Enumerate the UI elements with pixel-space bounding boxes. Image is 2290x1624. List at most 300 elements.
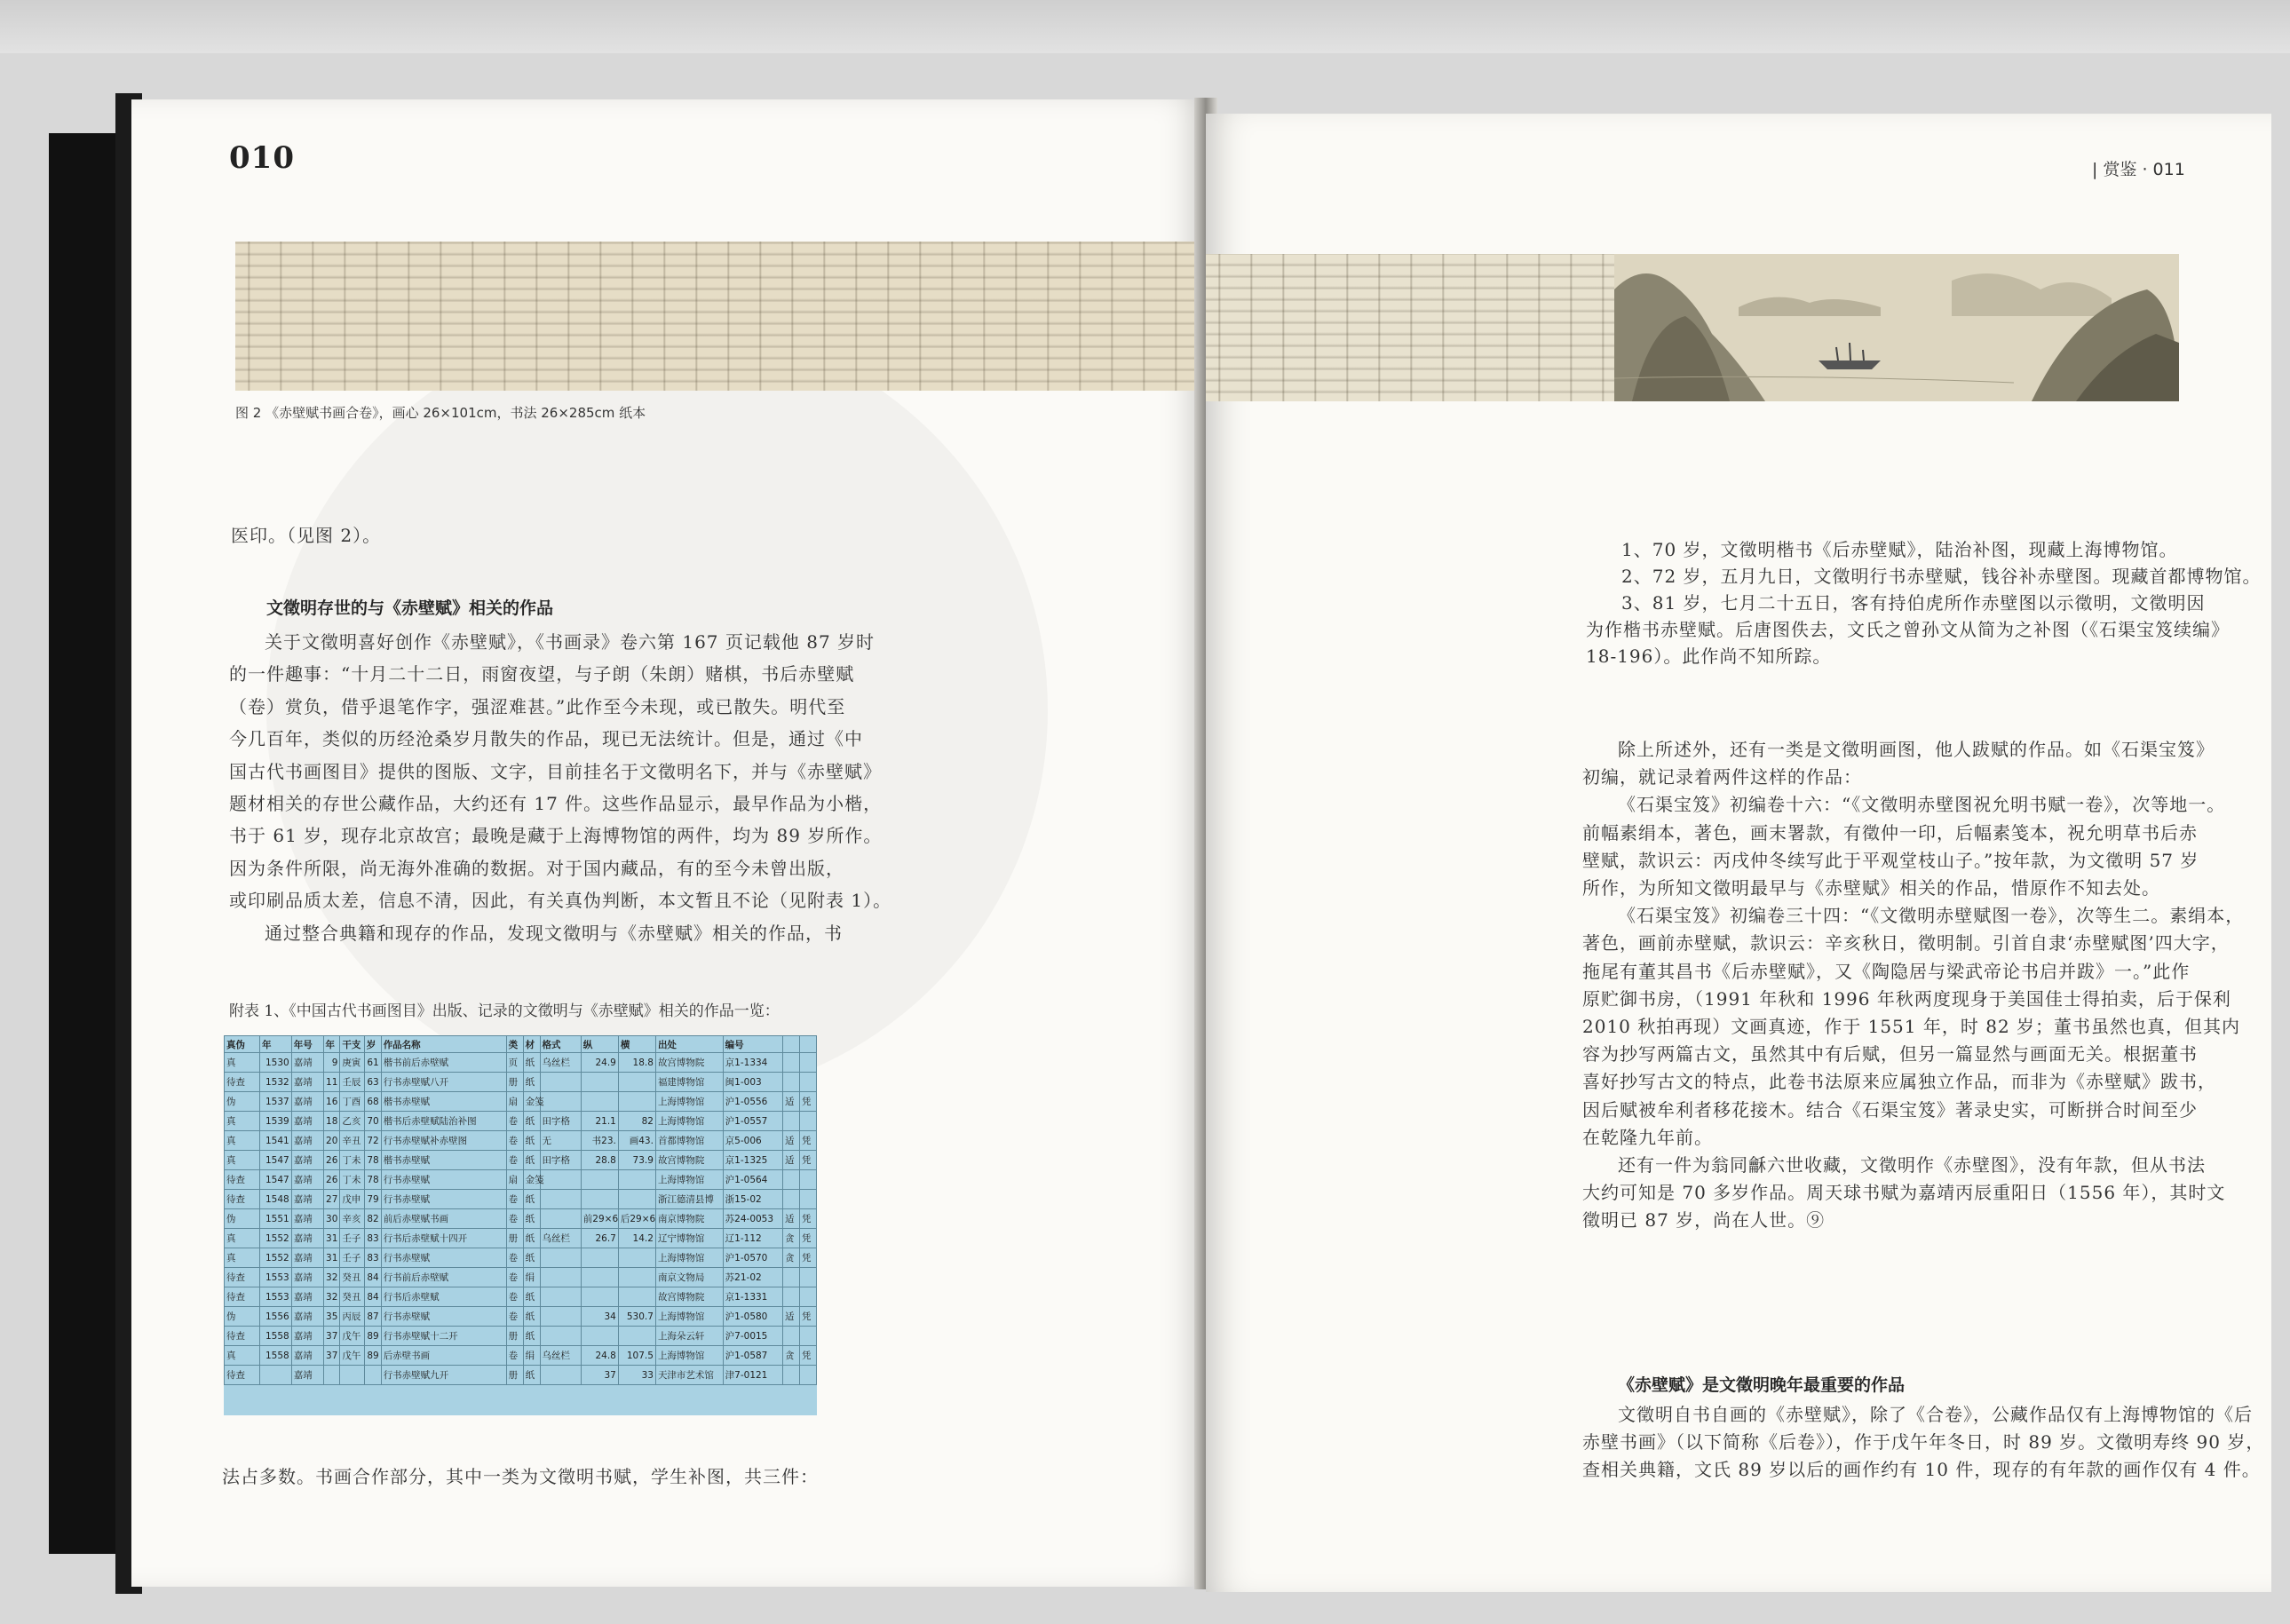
table-cell: 纸 xyxy=(523,1366,540,1385)
table-cell: 嘉靖 xyxy=(291,1229,323,1248)
body-line: 的一件趣事：“十月二十二日，雨窗夜望，与子朗（朱朗）赌棋，书后赤壁赋 xyxy=(229,663,855,685)
table-cell: 上海博物馆 xyxy=(655,1248,723,1268)
table-cell: 纸 xyxy=(523,1131,540,1151)
table-cell: 1551 xyxy=(259,1209,291,1229)
table-cell: 京1-1334 xyxy=(723,1053,782,1073)
table-cell: 伪 xyxy=(225,1092,260,1112)
table-cell xyxy=(783,1053,800,1073)
table-cell: 楷书赤壁赋 xyxy=(381,1092,506,1112)
body-line: 大约可知是 70 多岁作品。周天球书赋为嘉靖丙辰重阳日（1556 年），其时文 xyxy=(1582,1182,2226,1204)
table-cell xyxy=(799,1327,816,1346)
table-cell: 1532 xyxy=(259,1073,291,1092)
table-cell: 乌丝栏 xyxy=(540,1229,581,1248)
table-cell: 戊午 xyxy=(340,1327,364,1346)
table-cell: 贪 xyxy=(783,1229,800,1248)
table-cell: 78 xyxy=(364,1151,381,1170)
table-row xyxy=(225,1170,817,1190)
table-cell: 癸丑 xyxy=(340,1287,364,1307)
table-header-row xyxy=(225,1036,817,1053)
table-row xyxy=(225,1307,817,1327)
table-cell: 61 xyxy=(364,1053,381,1073)
table-cell: 凭 xyxy=(799,1209,816,1229)
table-cell: 1558 xyxy=(259,1346,291,1366)
table-row xyxy=(225,1248,817,1268)
table-cell: 乌丝栏 xyxy=(540,1053,581,1073)
table-cell: 卷 xyxy=(506,1151,523,1170)
table-cell: 上海博物馆 xyxy=(655,1346,723,1366)
table-cell xyxy=(783,1287,800,1307)
table-header-cell: 干支 xyxy=(340,1036,364,1053)
body-line: 书于 61 岁，现存北京故宫；最晚是藏于上海博物馆的两件，均为 89 岁所作。 xyxy=(229,825,883,847)
table-cell: 真 xyxy=(225,1248,260,1268)
table-cell: 待查 xyxy=(225,1170,260,1190)
table-cell xyxy=(618,1073,655,1092)
table-header-cell xyxy=(783,1036,800,1053)
table-cell: 壬子 xyxy=(340,1248,364,1268)
table-cell: 京1-1325 xyxy=(723,1151,782,1170)
table-cell: 上海朵云轩 xyxy=(655,1327,723,1346)
table-cell: 行书后赤壁赋十四开 xyxy=(381,1229,506,1248)
table-cell: 册 xyxy=(506,1073,523,1092)
table-cell: 嘉靖 xyxy=(291,1073,323,1092)
figure-caption: 图 2 《赤壁赋书画合卷》，画心 26×101cm，书法 26×285cm 纸本 xyxy=(235,405,646,421)
table-row xyxy=(225,1112,817,1131)
table-cell: 嘉靖 xyxy=(291,1248,323,1268)
table-cell xyxy=(540,1209,581,1229)
table-cell: 嘉靖 xyxy=(291,1327,323,1346)
table-cell: 天津市艺术馆 xyxy=(655,1366,723,1385)
body-line: 壁赋，款识云：丙戌仲冬续写此于平观堂枝山子。”按年款，为文徵明 57 岁 xyxy=(1582,849,2199,871)
table-cell xyxy=(618,1190,655,1209)
table-row xyxy=(225,1190,817,1209)
body-line: 赤壁书画》（以下简称《后卷》），作于戊午年冬日，时 89 岁。文徵明寿终 90 岁， xyxy=(1582,1431,2265,1453)
table-cell: 沪1-0587 xyxy=(723,1346,782,1366)
body-line: 《石渠宝笈》初编卷十六：“《文徵明赤壁图祝允明书赋一卷》，次等地一。 xyxy=(1618,794,2226,816)
table-cell: 1537 xyxy=(259,1092,291,1112)
table-cell: 18.8 xyxy=(618,1053,655,1073)
table-cell: 辽宁博物馆 xyxy=(655,1229,723,1248)
table-cell: 真 xyxy=(225,1112,260,1131)
body-line: 通过整合典籍和现存的作品，发现文徵明与《赤壁赋》相关的作品，书 xyxy=(265,922,843,944)
table-cell: 82 xyxy=(618,1112,655,1131)
table-cell: 26.7 xyxy=(581,1229,618,1248)
table-cell: 卷 xyxy=(506,1248,523,1268)
table-cell xyxy=(540,1092,581,1112)
table-cell: 辛亥 xyxy=(340,1209,364,1229)
table-header-cell: 类 xyxy=(506,1036,523,1053)
table-cell xyxy=(783,1190,800,1209)
table-cell xyxy=(618,1248,655,1268)
table-cell: 丙辰 xyxy=(340,1307,364,1327)
table-row xyxy=(225,1268,817,1287)
table-cell: 72 xyxy=(364,1131,381,1151)
table-cell: 凭 xyxy=(799,1307,816,1327)
section-heading-left: 文徵明存世的与《赤壁赋》相关的作品 xyxy=(266,598,554,618)
table-cell xyxy=(799,1287,816,1307)
table-cell xyxy=(581,1190,618,1209)
table-cell: 凭 xyxy=(799,1229,816,1248)
table-cell: 纸 xyxy=(523,1229,540,1248)
table-cell: 嘉靖 xyxy=(291,1092,323,1112)
table-cell: 闽1-003 xyxy=(723,1073,782,1092)
table-cell: 故宫博物院 xyxy=(655,1287,723,1307)
table-cell: 18 xyxy=(323,1112,340,1131)
table-cell: 凭 xyxy=(799,1092,816,1112)
paragraph-bottom: 法占多数。书画合作部分，其中一类为文徵明书赋，学生补图，共三件： xyxy=(222,1466,819,1487)
table-cell: 纸 xyxy=(523,1209,540,1229)
table-cell: 纸 xyxy=(523,1151,540,1170)
body-line: 前幅素绢本，著色，画末署款，有徵仲一印，后幅素笺本，祝允明草书后赤 xyxy=(1582,821,2198,844)
table-header-cell: 年号 xyxy=(291,1036,323,1053)
table-cell: 37 xyxy=(323,1327,340,1346)
table-row xyxy=(225,1053,817,1073)
body-line: 因后赋被牟利者移花接木。结合《石渠宝笈》著录史实，可断拼合时间至少 xyxy=(1582,1098,2198,1121)
table-cell: 32 xyxy=(323,1287,340,1307)
table-cell: 沪1-0580 xyxy=(723,1307,782,1327)
table-cell: 页 xyxy=(506,1053,523,1073)
table-cell: 嘉靖 xyxy=(291,1366,323,1385)
body-line: （卷）赏负，借乎退笔作字，强涩难甚。”此作至今未现，或已散失。明代至 xyxy=(229,695,846,717)
body-line: 初编，就记录着两件这样的作品： xyxy=(1582,766,1862,788)
works-table xyxy=(224,1035,817,1415)
table-cell: 适 xyxy=(783,1092,800,1112)
table-cell: 1541 xyxy=(259,1131,291,1151)
table-cell: 南京文物局 xyxy=(655,1268,723,1287)
table-cell: 行书后赤壁赋 xyxy=(381,1287,506,1307)
table-cell: 浙江德清县博 xyxy=(655,1190,723,1209)
table-header-cell: 材 xyxy=(523,1036,540,1053)
table-cell: 63 xyxy=(364,1073,381,1092)
table-cell xyxy=(259,1366,291,1385)
table-header-cell: 年 xyxy=(323,1036,340,1053)
table-cell: 伪 xyxy=(225,1307,260,1327)
table-cell: 画43. xyxy=(618,1131,655,1151)
table-cell: 嘉靖 xyxy=(291,1112,323,1131)
table-cell xyxy=(581,1287,618,1307)
table-cell: 行书赤壁赋十二开 xyxy=(381,1327,506,1346)
body-line: 还有一件为翁同龢六世收藏，文徵明作《赤壁图》，没有年款，但从书法 xyxy=(1618,1154,2206,1176)
table-cell: 册 xyxy=(506,1229,523,1248)
table-cell: 16 xyxy=(323,1092,340,1112)
table-cell: 37 xyxy=(323,1346,340,1366)
table-cell xyxy=(618,1092,655,1112)
table-cell xyxy=(799,1170,816,1190)
table-cell: 1552 xyxy=(259,1229,291,1248)
table-cell: 行书赤壁赋补赤壁图 xyxy=(381,1131,506,1151)
body-line: 2010 秋拍再现）文画真迹，作于 1551 年，时 82 岁；董书虽然也真，但其内 xyxy=(1582,1016,2241,1037)
table-cell: 贪 xyxy=(783,1248,800,1268)
table-cell xyxy=(799,1053,816,1073)
table-cell: 32 xyxy=(323,1268,340,1287)
table-row xyxy=(225,1131,817,1151)
table-cell: 凭 xyxy=(799,1131,816,1151)
table-cell: 78 xyxy=(364,1170,381,1190)
table-cell xyxy=(799,1073,816,1092)
table-cell: 丁未 xyxy=(340,1151,364,1170)
table-cell: 行书赤壁赋八开 xyxy=(381,1073,506,1092)
table-header-cell: 横 xyxy=(618,1036,655,1053)
list-line: 1、70 岁，文徵明楷书《后赤壁赋》，陆治补图，现藏上海博物馆。 xyxy=(1621,539,2178,560)
table-cell: 行书赤壁赋九开 xyxy=(381,1366,506,1385)
table-cell: 33 xyxy=(618,1366,655,1385)
table-cell: 31 xyxy=(323,1229,340,1248)
table-cell: 上海博物馆 xyxy=(655,1092,723,1112)
body-line: 查相关典籍，文氏 89 岁以后的画作约有 10 件，现存的有年款的画作仅有 4 件。 xyxy=(1582,1459,2261,1480)
table-header-cell xyxy=(799,1036,816,1053)
table-cell: 9 xyxy=(323,1053,340,1073)
table-cell xyxy=(540,1190,581,1209)
table-cell: 卷 xyxy=(506,1287,523,1307)
table-cell xyxy=(581,1073,618,1092)
body-line: 拖尾有董其昌书《后赤壁赋》，又《陶隐居与梁武帝论书启并跋》一。”此作 xyxy=(1582,960,2191,982)
table-cell: 故宫博物院 xyxy=(655,1151,723,1170)
table-cell: 沪1-0556 xyxy=(723,1092,782,1112)
body-line: 在乾隆九年前。 xyxy=(1582,1126,1713,1148)
scroll-painting-image xyxy=(1206,254,2179,401)
table-cell xyxy=(540,1248,581,1268)
calligraphy-continuation xyxy=(1206,254,1614,401)
table-cell xyxy=(540,1170,581,1190)
table-cell: 苏24-0053 xyxy=(723,1209,782,1229)
table-cell: 11 xyxy=(323,1073,340,1092)
table-cell: 嘉靖 xyxy=(291,1131,323,1151)
table-header-cell: 真伪 xyxy=(225,1036,260,1053)
table-cell: 纸 xyxy=(523,1307,540,1327)
table-cell: 84 xyxy=(364,1287,381,1307)
table-cell: 田字格 xyxy=(540,1151,581,1170)
table-title: 附表 1、《中国古代书画图目》出版、记录的文徵明与《赤壁赋》相关的作品一览： xyxy=(229,1002,780,1020)
table-cell xyxy=(783,1112,800,1131)
table-cell: 真 xyxy=(225,1053,260,1073)
table-row xyxy=(225,1092,817,1112)
table-cell: 待查 xyxy=(225,1366,260,1385)
table-cell: 京5-006 xyxy=(723,1131,782,1151)
table-cell xyxy=(618,1170,655,1190)
table-cell: 21.1 xyxy=(581,1112,618,1131)
table-cell: 37 xyxy=(581,1366,618,1385)
table-cell: 26 xyxy=(323,1151,340,1170)
table-cell xyxy=(581,1268,618,1287)
table-cell: 嘉靖 xyxy=(291,1287,323,1307)
table-cell: 戊午 xyxy=(340,1346,364,1366)
table-cell: 24.9 xyxy=(581,1053,618,1073)
table-cell: 行书赤壁赋 xyxy=(381,1307,506,1327)
table-cell: 1547 xyxy=(259,1151,291,1170)
table-cell: 34 xyxy=(581,1307,618,1327)
table-cell: 嘉靖 xyxy=(291,1209,323,1229)
table-cell: 待查 xyxy=(225,1287,260,1307)
table-cell: 纸 xyxy=(523,1248,540,1268)
table-cell: 1539 xyxy=(259,1112,291,1131)
table-cell: 纸 xyxy=(523,1053,540,1073)
table-cell: 30 xyxy=(323,1209,340,1229)
table-cell: 癸丑 xyxy=(340,1268,364,1287)
table-cell: 嘉靖 xyxy=(291,1307,323,1327)
page-number-left: 010 xyxy=(229,140,295,176)
table-row xyxy=(225,1229,817,1248)
list-line: 为作楷书赤壁赋。后唐图佚去，文氏之曾孙文从简为之补图（《石渠宝笈续编》 xyxy=(1586,619,2230,640)
table-cell: 行书赤壁赋 xyxy=(381,1248,506,1268)
table-cell: 绢 xyxy=(523,1268,540,1287)
body-line: 喜好抄写古文的特点，此卷书法原来应属独立作品，而非为《赤壁赋》跋书， xyxy=(1582,1071,2216,1093)
table-cell: 乌丝栏 xyxy=(540,1346,581,1366)
table-cell: 纸 xyxy=(523,1112,540,1131)
table-cell: 凭 xyxy=(799,1346,816,1366)
table-cell: 行书赤壁赋 xyxy=(381,1170,506,1190)
table-cell: 1556 xyxy=(259,1307,291,1327)
table-header-cell: 格式 xyxy=(540,1036,581,1053)
table-cell: 楷书前后赤壁赋 xyxy=(381,1053,506,1073)
table-cell: 89 xyxy=(364,1346,381,1366)
table-cell: 82 xyxy=(364,1209,381,1229)
table-header-cell: 作品名称 xyxy=(381,1036,506,1053)
table-cell: 31 xyxy=(323,1248,340,1268)
table-cell: 壬子 xyxy=(340,1229,364,1248)
table-cell: 南京博物院 xyxy=(655,1209,723,1229)
table-cell: 乙亥 xyxy=(340,1112,364,1131)
table-cell: 卷 xyxy=(506,1112,523,1131)
calligraphy-scroll-image xyxy=(235,242,1206,391)
table-cell xyxy=(364,1366,381,1385)
table-cell xyxy=(581,1248,618,1268)
table-cell: 嘉靖 xyxy=(291,1190,323,1209)
table-cell xyxy=(618,1327,655,1346)
landscape-painting xyxy=(1614,254,2179,401)
table-cell: 嘉靖 xyxy=(291,1346,323,1366)
table-cell: 苏21-02 xyxy=(723,1268,782,1287)
table-cell: 卷 xyxy=(506,1268,523,1287)
body-line: 题材相关的存世公藏作品，大约还有 17 件。这些作品显示，最早作品为小楷， xyxy=(229,793,883,814)
table-cell: 待查 xyxy=(225,1327,260,1346)
table-cell: 楷书赤壁赋 xyxy=(381,1151,506,1170)
table-cell: 沪1-0557 xyxy=(723,1112,782,1131)
table-cell: 丁未 xyxy=(340,1170,364,1190)
table-cell xyxy=(540,1287,581,1307)
table-cell: 84 xyxy=(364,1268,381,1287)
body-line: 或印刷品质太差，信息不清，因此，有关真伪判断，本文暂且不论（见附表 1）。 xyxy=(229,890,892,912)
body-line: 今几百年，类似的历经沧桑岁月散失的作品，现已无法统计。但是，通过《中 xyxy=(229,728,863,750)
table-cell: 卷 xyxy=(506,1346,523,1366)
table-header-cell: 年 xyxy=(259,1036,291,1053)
body-line: 著色，画前赤壁赋，款识云：辛亥秋日，徵明制。引首自隶‘赤壁赋图’四大字， xyxy=(1582,932,2230,955)
table-cell: 京1-1331 xyxy=(723,1287,782,1307)
body-line: 关于文徵明喜好创作《赤壁赋》，《书画录》卷六第 167 页记载他 87 岁时 xyxy=(265,631,876,653)
table-cell: 津7-0121 xyxy=(723,1366,782,1385)
table-cell: 册 xyxy=(506,1366,523,1385)
table-cell: 107.5 xyxy=(618,1346,655,1366)
table-cell: 70 xyxy=(364,1112,381,1131)
table-cell: 金笺 xyxy=(523,1170,540,1190)
table-cell: 上海博物馆 xyxy=(655,1112,723,1131)
body-line: 原贮御书房，（1991 年秋和 1996 年秋两度现身于美国佳士得拍卖，后于保利 xyxy=(1582,987,2231,1010)
table-cell: 卷 xyxy=(506,1307,523,1327)
body-line: 文徵明自书自画的《赤壁赋》，除了《合卷》，公藏作品仅有上海博物馆的《后 xyxy=(1618,1404,2253,1425)
paragraph-top: 医印。（见图 2）。 xyxy=(231,525,382,546)
table-cell: 1558 xyxy=(259,1327,291,1346)
table-row xyxy=(225,1366,817,1385)
table-cell xyxy=(581,1170,618,1190)
table-cell: 书23. xyxy=(581,1131,618,1151)
table-cell: 首都博物馆 xyxy=(655,1131,723,1151)
list-line: 3、81 岁，七月二十五日，客有持伯虎所作赤壁图以示徵明，文徵明因 xyxy=(1621,592,2206,614)
table-cell xyxy=(783,1268,800,1287)
table-cell: 真 xyxy=(225,1346,260,1366)
table-cell: 83 xyxy=(364,1248,381,1268)
table-cell: 福建博物馆 xyxy=(655,1073,723,1092)
table-cell: 丁酉 xyxy=(340,1092,364,1112)
body-line: 徵明已 87 岁，尚在人世。⑨ xyxy=(1582,1209,1826,1232)
table-cell xyxy=(799,1112,816,1131)
table-cell xyxy=(540,1073,581,1092)
table-cell: 沪7-0015 xyxy=(723,1327,782,1346)
table-cell: 79 xyxy=(364,1190,381,1209)
table-cell xyxy=(540,1327,581,1346)
list-line: 2、72 岁，五月九日，文徵明行书赤壁赋，钱谷补赤壁图。现藏首都博物馆。 xyxy=(1621,566,2262,587)
body-line: 《石渠宝笈》初编卷三十四：“《文徵明赤壁赋图一卷》，次等生二。素绢本， xyxy=(1618,905,2245,927)
table-cell: 后29×6 xyxy=(618,1209,655,1229)
table-cell xyxy=(540,1307,581,1327)
table-cell: 24.8 xyxy=(581,1346,618,1366)
table-cell xyxy=(799,1268,816,1287)
table-cell: 28.8 xyxy=(581,1151,618,1170)
table-cell: 卷 xyxy=(506,1190,523,1209)
table-cell: 沪1-0570 xyxy=(723,1248,782,1268)
table-cell: 前后赤壁赋书画 xyxy=(381,1209,506,1229)
table-cell xyxy=(323,1366,340,1385)
table-cell: 35 xyxy=(323,1307,340,1327)
table-cell: 浙15-02 xyxy=(723,1190,782,1209)
table-cell: 沪1-0564 xyxy=(723,1170,782,1190)
table-cell: 金笺 xyxy=(523,1092,540,1112)
table-cell: 壬辰 xyxy=(340,1073,364,1092)
table-cell: 戊申 xyxy=(340,1190,364,1209)
table-cell xyxy=(799,1366,816,1385)
table-cell: 68 xyxy=(364,1092,381,1112)
table-cell: 87 xyxy=(364,1307,381,1327)
table-cell: 扇 xyxy=(506,1092,523,1112)
table-cell: 辽1-112 xyxy=(723,1229,782,1248)
table-cell: 无 xyxy=(540,1131,581,1151)
body-line: 国古代书画图目》提供的图版、文字，目前挂名于文徵明名下，并与《赤壁赋》 xyxy=(229,760,882,782)
table-header-cell: 纵 xyxy=(581,1036,618,1053)
table-cell: 26 xyxy=(323,1170,340,1190)
table-cell xyxy=(581,1092,618,1112)
table-cell: 1548 xyxy=(259,1190,291,1209)
table-cell: 纸 xyxy=(523,1287,540,1307)
table-cell: 凭 xyxy=(799,1248,816,1268)
table-cell: 行书前后赤壁赋 xyxy=(381,1268,506,1287)
section-header-right: | 赏鉴 · 011 xyxy=(2092,160,2185,179)
table-cell: 前29×6 xyxy=(581,1209,618,1229)
table-cell: 530.7 xyxy=(618,1307,655,1327)
table-cell: 绢 xyxy=(523,1346,540,1366)
table-cell xyxy=(783,1073,800,1092)
table-cell: 1553 xyxy=(259,1268,291,1287)
table-cell: 1547 xyxy=(259,1170,291,1190)
list-line: 18-196）。此作尚不知所踪。 xyxy=(1586,646,1832,667)
table-cell: 适 xyxy=(783,1131,800,1151)
table-header-cell: 编号 xyxy=(723,1036,782,1053)
table-cell: 待查 xyxy=(225,1073,260,1092)
table-cell: 14.2 xyxy=(618,1229,655,1248)
table-cell: 纸 xyxy=(523,1190,540,1209)
table-cell: 纸 xyxy=(523,1073,540,1092)
table-cell: 行书赤壁赋 xyxy=(381,1190,506,1209)
table-cell: 后赤壁书画 xyxy=(381,1346,506,1366)
table-header-cell: 岁 xyxy=(364,1036,381,1053)
table-cell: 1552 xyxy=(259,1248,291,1268)
table-cell: 27 xyxy=(323,1190,340,1209)
